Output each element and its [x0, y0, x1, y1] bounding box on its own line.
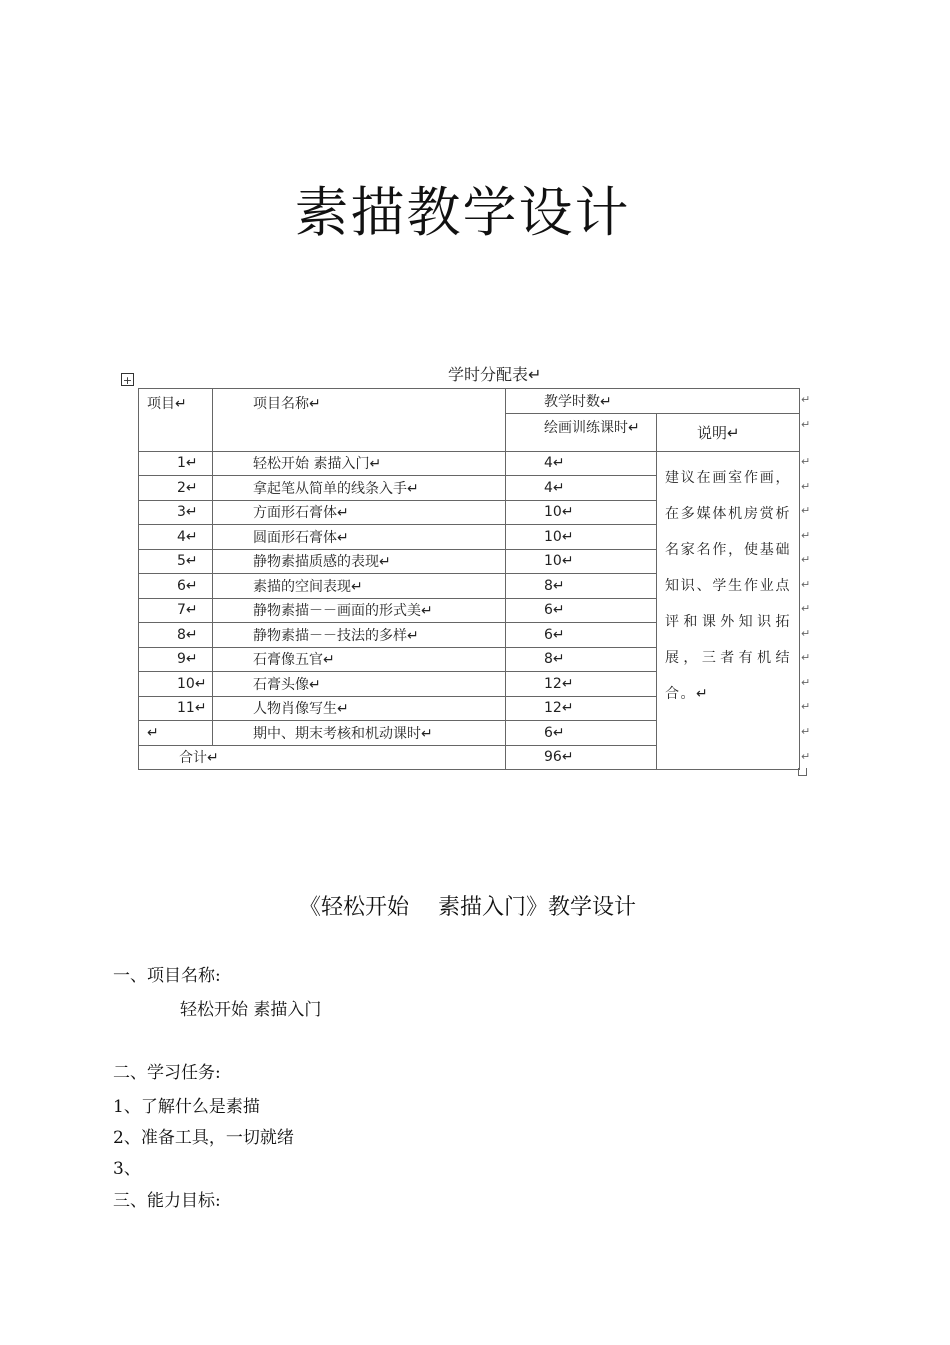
cell-item-name: 素描的空间表现↵ — [213, 574, 506, 599]
ability-heading: 三、能力目标: — [113, 1191, 221, 1211]
cell-item-name: 圆面形石膏体↵ — [213, 525, 506, 550]
cell-hours: 10↵ — [506, 549, 657, 574]
cell-item-name: 静物素描－－技法的多样↵ — [213, 623, 506, 648]
row-end-mark: ↵ — [801, 651, 811, 664]
cell-hours: 8↵ — [506, 574, 657, 599]
document-title: 素描教学设计 — [294, 181, 631, 244]
cell-item-no: 4↵ — [139, 525, 213, 550]
section-title: 《轻松开始 素描入门》教学设计 — [299, 895, 636, 920]
cell-item-no: 1↵ — [139, 451, 213, 476]
row-end-mark: ↵ — [801, 750, 811, 763]
item-name-heading: 一、项目名称: — [113, 966, 221, 986]
header-note: 说明↵ — [657, 413, 800, 451]
cell-note: 建议在画室作画，在多媒体机房赏析名家名作，使基础知识、学生作业点评和课外知识拓展，三者有机结合。↵ — [657, 451, 800, 770]
total-hours: 96↵ — [506, 745, 657, 770]
tasks-heading: 二、学习任务: — [113, 1063, 221, 1083]
task-item-3: 3、 — [113, 1159, 141, 1179]
row-end-mark: ↵ — [801, 700, 811, 713]
cell-item-no: 6↵ — [139, 574, 213, 599]
cell-item-name: 轻松开始 素描入门↵ — [213, 451, 506, 476]
table-caption: 学时分配表↵ — [448, 365, 542, 384]
row-end-mark: ↵ — [801, 578, 811, 591]
cell-hours: 6↵ — [506, 623, 657, 648]
row-end-mark: ↵ — [801, 504, 811, 517]
cell-item-no: 2↵ — [139, 476, 213, 501]
cell-item-no: 11↵ — [139, 696, 213, 721]
cell-hours: 4↵ — [506, 451, 657, 476]
cell-item-no: 10↵ — [139, 672, 213, 697]
total-label: 合计↵ — [139, 745, 506, 770]
row-end-mark: ↵ — [801, 725, 811, 738]
row-end-mark: ↵ — [801, 627, 811, 640]
cell-hours: 6↵ — [506, 721, 657, 746]
row-end-mark: ↵ — [801, 480, 811, 493]
cell-item-name: 拿起笔从简单的线条入手↵ — [213, 476, 506, 501]
cell-item-name: 静物素描－－画面的形式美↵ — [213, 598, 506, 623]
header-item: 项目↵ — [139, 389, 213, 452]
table-header-row — [139, 389, 800, 414]
cell-hours: 12↵ — [506, 696, 657, 721]
cell-item-name: 石膏像五官↵ — [213, 647, 506, 672]
row-end-mark: ↵ — [801, 418, 811, 431]
item-name-value: 轻松开始 素描入门 — [180, 1000, 322, 1020]
row-end-mark: ↵ — [801, 455, 811, 468]
cell-item-no: 7↵ — [139, 598, 213, 623]
header-name: 项目名称↵ — [213, 389, 506, 452]
row-end-mark: ↵ — [801, 393, 811, 406]
cell-hours: 8↵ — [506, 647, 657, 672]
cell-hours: 12↵ — [506, 672, 657, 697]
table-end-mark — [798, 768, 807, 776]
cell-item-name: 期中、期末考核和机动课时↵ — [213, 721, 506, 746]
header-training: 绘画训练课时↵ — [506, 413, 657, 451]
task-item-2: 2、准备工具，一切就绪 — [113, 1128, 294, 1148]
header-hours-group: 教学时数↵ — [506, 389, 800, 414]
cell-item-no: 9↵ — [139, 647, 213, 672]
cell-item-name: 人物肖像写生↵ — [213, 696, 506, 721]
task-item-1: 1、了解什么是素描 — [113, 1097, 260, 1117]
cell-item-no: 3↵ — [139, 500, 213, 525]
cell-hours: 10↵ — [506, 525, 657, 550]
cell-item-no: 5↵ — [139, 549, 213, 574]
row-end-mark: ↵ — [801, 676, 811, 689]
cell-item-name: 石膏头像↵ — [213, 672, 506, 697]
table-row — [139, 451, 800, 476]
cell-item-no: 8↵ — [139, 623, 213, 648]
cell-hours: 4↵ — [506, 476, 657, 501]
row-end-mark: ↵ — [801, 602, 811, 615]
row-end-mark: ↵ — [801, 529, 811, 542]
cell-hours: 10↵ — [506, 500, 657, 525]
cell-item-no: ↵ — [139, 721, 213, 746]
hours-allocation-table — [138, 388, 800, 770]
row-end-mark: ↵ — [801, 553, 811, 566]
cell-item-name: 静物素描质感的表现↵ — [213, 549, 506, 574]
cell-item-name: 方面形石膏体↵ — [213, 500, 506, 525]
cell-hours: 6↵ — [506, 598, 657, 623]
table-move-handle-icon[interactable]: + — [122, 374, 133, 387]
